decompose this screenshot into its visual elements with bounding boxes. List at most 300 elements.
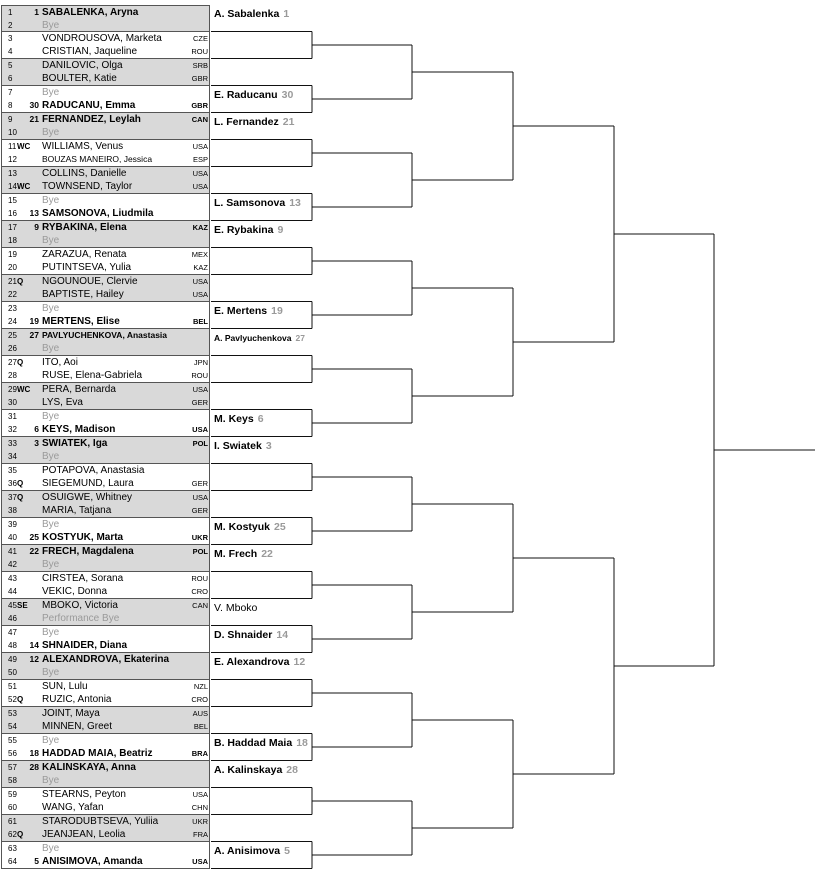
match-slot [1, 302, 210, 329]
seed-number: 30 [29, 100, 39, 110]
player-name: Bye [42, 626, 60, 638]
country-code: GBR [191, 101, 208, 110]
country-code: UKR [191, 533, 208, 542]
seed-number: 18 [29, 748, 39, 758]
round2-name: E. Mertens [214, 305, 268, 317]
match-slot [1, 491, 210, 518]
entry-tag: Q [17, 357, 24, 367]
draw-position: 58 [8, 776, 17, 785]
draw-position: 13 [8, 168, 17, 178]
round2-player [214, 197, 301, 209]
player-row [2, 504, 211, 518]
player-row [2, 707, 211, 721]
country-code: POL [192, 546, 208, 556]
country-code: USA [192, 168, 208, 178]
country-code: CAN [191, 114, 208, 124]
player-name: PUTINTSEVA, Yulia [42, 262, 132, 273]
player-name: SIEGEMUND, Laura [42, 478, 134, 489]
draw-position: 44 [8, 587, 17, 596]
player-name: Bye [42, 127, 60, 138]
seed-number: 6 [34, 424, 39, 434]
player-row [2, 342, 211, 356]
player-name: NGOUNOUE, Clervie [42, 275, 138, 287]
draw-position: 62 [8, 830, 17, 839]
player-row [2, 86, 211, 100]
draw-position: 45 [8, 600, 17, 610]
player-name: PERA, Bernarda [42, 383, 116, 395]
country-code: GER [191, 398, 208, 407]
round2-name: M. Kostyuk [214, 521, 271, 533]
draw-position: 48 [8, 641, 17, 650]
player-row [2, 45, 211, 59]
player-name: STARODUBTSEVA, Yuliia [42, 815, 159, 827]
draw-position: 35 [8, 465, 17, 475]
player-row [2, 585, 211, 599]
entry-tag: WC [17, 141, 31, 151]
player-name: VONDROUSOVA, Marketa [42, 32, 162, 44]
draw-position: 3 [8, 33, 13, 43]
player-name: SABALENKA, Aryna [42, 6, 139, 18]
player-name: SUN, Lulu [42, 680, 88, 692]
country-code: USA [192, 492, 208, 502]
round2-player [214, 845, 290, 857]
round2-player [214, 737, 308, 749]
player-row [2, 207, 211, 221]
draw-position: 34 [8, 452, 17, 461]
match-slot [1, 5, 210, 32]
player-row [2, 19, 211, 33]
draw-position: 63 [8, 843, 17, 853]
draw-position: 6 [8, 74, 13, 83]
draw-position: 47 [8, 627, 17, 637]
player-name: SAMSONOVA, Liudmila [42, 208, 154, 219]
player-row [2, 99, 211, 113]
draw-position: 53 [8, 708, 17, 718]
player-name: ZARAZUA, Renata [42, 248, 127, 260]
draw-position: 8 [8, 101, 13, 110]
player-row [2, 774, 211, 788]
draw-position: 43 [8, 573, 17, 583]
player-row [2, 140, 211, 154]
round2-name: M. Keys [214, 413, 254, 425]
player-row [2, 275, 211, 289]
player-name: Bye [42, 775, 60, 786]
round2-name: I. Swiatek [214, 440, 262, 452]
player-name: JOINT, Maya [42, 707, 100, 719]
player-row [2, 180, 211, 194]
draw-position: 64 [8, 857, 17, 866]
draw-position: 21 [8, 276, 17, 286]
draw-position: 28 [8, 371, 17, 380]
player-row [2, 828, 211, 842]
country-code: USA [192, 141, 208, 151]
draw-position: 38 [8, 506, 17, 515]
match-slot [1, 815, 210, 842]
match-slot [1, 734, 210, 761]
player-name: RUSE, Elena-Gabriela [42, 370, 143, 381]
player-name: Bye [42, 20, 60, 31]
draw-position: 51 [8, 681, 17, 691]
country-code: CZE [193, 33, 208, 43]
player-name: ANISIMOVA, Amanda [42, 856, 143, 867]
match-slot [1, 113, 210, 140]
seed-number: 22 [29, 545, 39, 556]
round2-seed: 28 [286, 764, 298, 776]
draw-position: 49 [8, 654, 17, 664]
player-row [2, 221, 211, 235]
country-code: BEL [193, 722, 208, 731]
draw-position: 46 [8, 614, 17, 623]
player-name: Bye [42, 667, 60, 678]
entry-tag: Q [17, 492, 24, 502]
draw-position: 5 [8, 60, 13, 70]
seed-number: 12 [29, 653, 39, 664]
match-slot [1, 410, 210, 437]
draw-position: 61 [8, 816, 17, 826]
round2-name: A. Sabalenka [214, 8, 280, 20]
seed-number: 21 [29, 113, 39, 124]
player-name: VEKIC, Donna [42, 586, 108, 597]
round2-name: A. Pavlyuchenkova [214, 333, 292, 343]
country-code: POL [192, 438, 208, 448]
round2-player [214, 116, 294, 128]
player-row [2, 437, 211, 451]
round2-seed: 21 [282, 116, 295, 128]
match-slot [1, 32, 210, 59]
match-slot [1, 518, 210, 545]
player-name: Bye [42, 451, 60, 462]
match-slot [1, 842, 210, 869]
player-name: KOSTYUK, Marta [42, 532, 124, 543]
draw-position: 18 [8, 236, 17, 245]
round2-seed: 27 [295, 333, 305, 343]
round2-name: D. Shnaider [214, 629, 273, 641]
country-code: USA [192, 276, 208, 286]
match-slot [1, 626, 210, 653]
player-name: BAPTISTE, Hailey [42, 289, 124, 300]
player-row [2, 815, 211, 829]
draw-position: 39 [8, 519, 17, 529]
match-slot [1, 275, 210, 302]
match-slot [1, 329, 210, 356]
seed-number: 19 [29, 316, 39, 326]
draw-position: 16 [8, 209, 17, 218]
player-name: SWIATEK, Iga [42, 437, 108, 449]
draw-position: 15 [8, 195, 17, 205]
player-name: RYBAKINA, Elena [42, 221, 127, 233]
entry-tag: Q [17, 830, 24, 839]
player-name: WANG, Yafan [42, 802, 104, 813]
entry-tag: WC [17, 182, 31, 191]
country-code: CRO [191, 695, 208, 704]
country-code: GER [191, 506, 208, 515]
player-row [2, 639, 211, 653]
country-code: NZL [193, 681, 208, 691]
player-row [2, 302, 211, 316]
draw-position: 36 [8, 479, 17, 488]
player-row [2, 612, 211, 626]
round2-player [214, 89, 293, 101]
player-row [2, 855, 211, 869]
round2-seed: 22 [261, 548, 273, 560]
round2-name: L. Fernandez [214, 116, 279, 128]
country-code: GER [191, 479, 208, 488]
player-name: LYS, Eva [42, 397, 83, 408]
seed-number: 27 [29, 329, 39, 340]
player-name: COLLINS, Danielle [42, 167, 127, 179]
player-row [2, 423, 211, 437]
player-name: Bye [42, 235, 60, 246]
player-name: Bye [42, 194, 60, 206]
match-slot [1, 437, 210, 464]
match-slot [1, 356, 210, 383]
country-code: CAN [192, 600, 208, 610]
player-row [2, 518, 211, 532]
draw-position: 32 [8, 425, 17, 434]
player-row [2, 194, 211, 208]
round2-player [214, 224, 283, 236]
entry-tag: Q [17, 479, 24, 488]
draw-position: 33 [8, 438, 17, 448]
round2-seed: 5 [284, 845, 290, 857]
player-name: Bye [42, 343, 60, 354]
draw-position: 12 [8, 155, 17, 164]
round2-name: E. Rybakina [214, 224, 274, 236]
player-name: Bye [42, 410, 60, 422]
player-row [2, 842, 211, 856]
entry-tag: SE [17, 600, 28, 610]
player-name: CIRSTEA, Sorana [42, 572, 124, 584]
round2-name: L. Samsonova [214, 197, 286, 209]
player-name: Bye [42, 734, 60, 746]
player-name: ALEXANDROVA, Ekaterina [42, 653, 170, 665]
country-code: FRA [193, 830, 208, 839]
draw-position: 37 [8, 492, 17, 502]
draw-position: 7 [8, 87, 13, 97]
match-slot [1, 464, 210, 491]
player-row [2, 747, 211, 761]
draw-position: 9 [8, 114, 13, 124]
draw-position: 29 [8, 384, 17, 394]
match-slot [1, 194, 210, 221]
match-slot [1, 86, 210, 113]
player-name: MINNEN, Greet [42, 721, 113, 732]
country-code: KAZ [193, 263, 208, 272]
round2-seed: 9 [277, 224, 284, 236]
round2-player [214, 548, 273, 560]
match-slot [1, 653, 210, 680]
player-name: HADDAD MAIA, Beatriz [42, 748, 153, 759]
player-name: Bye [42, 518, 60, 530]
match-slot [1, 545, 210, 572]
round2-seed: 25 [274, 521, 286, 533]
draw-position: 2 [8, 21, 13, 30]
match-slot [1, 167, 210, 194]
player-name: RADUCANU, Emma [42, 100, 136, 111]
player-name: BOULTER, Katie [42, 73, 117, 84]
country-code: USA [192, 384, 208, 394]
country-code: BEL [193, 317, 208, 326]
player-row [2, 234, 211, 248]
player-row [2, 59, 211, 73]
match-slot [1, 761, 210, 788]
draw-position: 24 [8, 317, 17, 326]
player-row [2, 126, 211, 140]
player-name: JEANJEAN, Leolia [42, 829, 126, 840]
player-name: SHNAIDER, Diana [42, 640, 128, 651]
player-name: FRECH, Magdalena [42, 545, 134, 557]
match-slot [1, 383, 210, 410]
country-code: MEX [191, 249, 208, 259]
player-name: ITO, Aoi [42, 356, 78, 368]
country-code: CHN [191, 803, 208, 812]
player-row [2, 761, 211, 775]
round2-player [214, 764, 298, 776]
player-name: Bye [42, 842, 60, 854]
draw-position: 50 [8, 668, 17, 677]
match-slot [1, 221, 210, 248]
draw-position: 41 [8, 546, 17, 556]
round2-name: M. Frech [214, 548, 258, 560]
player-name: KEYS, Madison [42, 424, 116, 435]
player-name: TOWNSEND, Taylor [42, 181, 133, 192]
round2-player [214, 602, 257, 614]
player-row [2, 531, 211, 545]
country-code: USA [192, 290, 208, 299]
match-slot [1, 248, 210, 275]
round2-player [214, 656, 305, 668]
draw-position: 27 [8, 357, 17, 367]
round2-name: E. Raducanu [214, 89, 278, 101]
player-row [2, 477, 211, 491]
entry-tag: Q [17, 695, 24, 704]
player-row [2, 491, 211, 505]
seed-number: 5 [34, 856, 39, 866]
player-row [2, 788, 211, 802]
player-row [2, 356, 211, 370]
match-slot [1, 599, 210, 626]
draw-position: 26 [8, 344, 17, 353]
draw-position: 42 [8, 560, 17, 569]
player-name: Bye [42, 559, 60, 570]
country-code: JPN [193, 357, 208, 367]
country-code: USA [192, 182, 208, 191]
player-row [2, 72, 211, 86]
round2-player [214, 333, 305, 343]
player-name: Performance Bye [42, 613, 120, 624]
draw-position: 56 [8, 749, 17, 758]
round2-player [214, 8, 289, 20]
round2-player [214, 521, 286, 533]
player-row [2, 261, 211, 275]
entry-tag: Q [17, 276, 24, 286]
country-code: AUS [192, 708, 208, 718]
player-name: Bye [42, 302, 60, 314]
match-slot [1, 59, 210, 86]
player-name: MERTENS, Elise [42, 316, 120, 327]
draw-position: 40 [8, 533, 17, 542]
player-row [2, 450, 211, 464]
player-name: FERNANDEZ, Leylah [42, 113, 141, 125]
player-row [2, 248, 211, 262]
player-row [2, 153, 211, 167]
player-row [2, 666, 211, 680]
player-name: MBOKO, Victoria [42, 599, 118, 611]
round2-name: V. Mboko [214, 602, 258, 614]
round2-player [214, 305, 283, 317]
round2-player [214, 413, 264, 425]
round2-name: E. Alexandrova [214, 656, 290, 668]
player-name: OSUIGWE, Whitney [42, 491, 133, 503]
player-name: KALINSKAYA, Anna [42, 761, 136, 773]
player-row [2, 329, 211, 343]
draw-position: 60 [8, 803, 17, 812]
match-slot [1, 788, 210, 815]
draw-position: 4 [8, 47, 13, 56]
draw-position: 17 [8, 222, 17, 232]
player-name: MARIA, Tatjana [42, 505, 112, 516]
draw-position: 10 [8, 128, 17, 137]
seed-number: 28 [29, 761, 39, 772]
player-row [2, 32, 211, 46]
round2-seed: 3 [265, 440, 272, 452]
player-name: RUZIC, Antonia [42, 694, 112, 705]
entry-tag: WC [17, 384, 31, 394]
seed-number: 3 [34, 437, 39, 448]
player-name: DANILOVIC, Olga [42, 59, 123, 71]
draw-position: 1 [8, 7, 13, 17]
player-row [2, 693, 211, 707]
round2-name: A. Kalinskaya [214, 764, 283, 776]
round2-name: B. Haddad Maia [214, 737, 293, 749]
player-row [2, 464, 211, 478]
player-name: WILLIAMS, Venus [42, 140, 124, 152]
player-row [2, 653, 211, 667]
player-row [2, 801, 211, 815]
player-row [2, 288, 211, 302]
country-code: ROU [191, 573, 208, 583]
player-row [2, 369, 211, 383]
round2-seed: 30 [281, 89, 294, 101]
country-code: GBR [191, 74, 208, 83]
match-slot [1, 680, 210, 707]
player-name: Bye [42, 86, 60, 98]
round2-seed: 18 [296, 737, 308, 749]
round2-name: A. Anisimova [214, 845, 281, 857]
round2-player [214, 629, 288, 641]
match-slot [1, 572, 210, 599]
draw-position: 52 [8, 695, 17, 704]
draw-position: 54 [8, 722, 17, 731]
player-row [2, 167, 211, 181]
draw-position: 31 [8, 411, 17, 421]
seed-number: 14 [29, 640, 39, 650]
round2-seed: 19 [271, 305, 283, 317]
player-row [2, 315, 211, 329]
player-name: PAVLYUCHENKOVA, Anastasia [42, 329, 168, 340]
player-row [2, 383, 211, 397]
match-slot [1, 707, 210, 734]
player-row [2, 410, 211, 424]
draw-position: 25 [8, 330, 17, 340]
draw-position: 23 [8, 303, 17, 313]
player-name: CRISTIAN, Jaqueline [42, 46, 138, 57]
draw-position: 30 [8, 398, 17, 407]
player-name: BOUZAS MANEIRO, Jessica [42, 154, 153, 164]
player-name: STEARNS, Peyton [42, 788, 126, 800]
player-row [2, 626, 211, 640]
seed-number: 25 [29, 532, 39, 542]
